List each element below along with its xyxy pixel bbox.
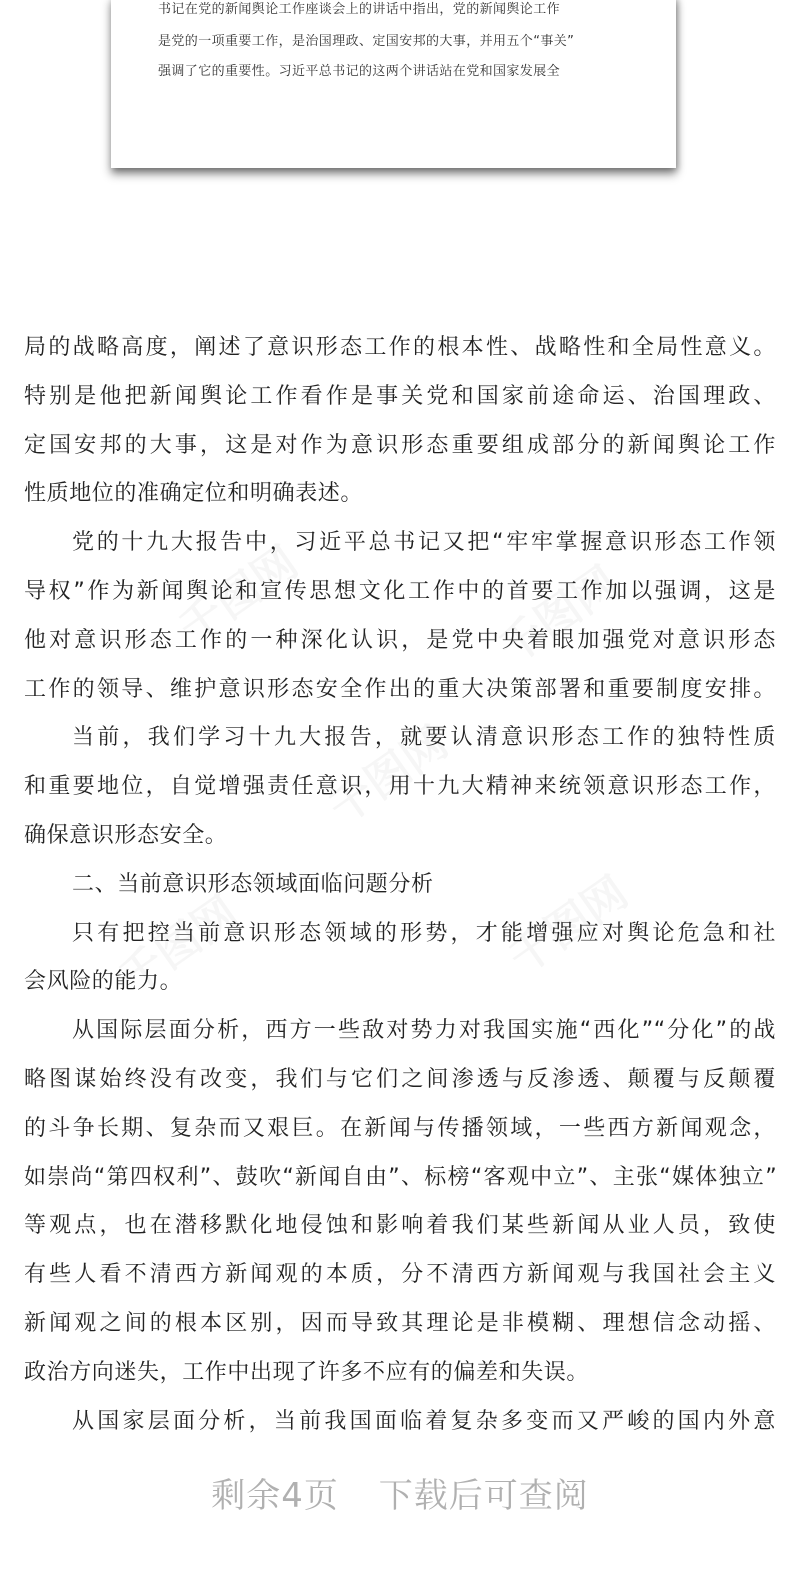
text-line: 会风险的能力。 [24,969,183,995]
preview-line: 强调了它的重要性。习近平总书记的这两个讲话站在党和国家发展全 [158,64,561,79]
text-line: 略图谋始终没有改变，我们与它们之间渗透与反渗透、颠覆与反颠覆 [24,1066,776,1092]
text-line: 局的战略高度，阐述了意识形态工作的根本性、战略性和全局性意义。 [24,335,776,360]
preview-line: 书记在党的新闻舆论工作座谈会上的讲话中指出，党的新闻舆论工作 [158,2,561,17]
document-body [24,324,776,1446]
download-prompt[interactable] [0,1468,800,1517]
text-line: 政治方向迷失，工作中出现了许多不应有的偏差和失误。 [24,1359,590,1385]
text-line: 他对意识形态工作的一种深化认识，是党中央着眼加强党对意识形态 [24,627,776,653]
text-line: 如崇尚“第四权利”、鼓吹“新闻自由”、标榜“客观中立”、主张“媒体独立” [24,1164,776,1190]
preview-page-card [111,0,676,168]
text-line: 性质地位的准确定位和明确表述。 [24,481,364,507]
text-line: 定国安邦的大事，这是对作为意识形态重要组成部分的新闻舆论工作 [24,432,776,458]
paragraph-start-line: 当前，我们学习十九大报告，就要认清意识形态工作的独特性质 [72,725,776,751]
text-line: 特别是他把新闻舆论工作看作是事关党和国家前途命运、治国理政、 [24,383,776,409]
text-line: 工作的领导、维护意识形态安全作出的重大决策部署和重要制度安排。 [24,676,776,702]
paragraph-start-line: 从国际层面分析，西方一些敌对势力对我国实施“西化”“分化”的战 [72,1018,776,1044]
text-line: 和重要地位，自觉增强责任意识，用十九大精神来统领意识形态工作， [24,774,776,800]
text-line: 导权”作为新闻舆论和宣传思想文化工作中的首要工作加以强调，这是 [24,578,776,604]
download-to-view-label: 下载后可查阅 [378,1476,589,1516]
paragraph-start-line: 从国家层面分析，当前我国面临着复杂多变而又严峻的国内外意 [72,1408,776,1434]
paragraph-start-line: 只有把控当前意识形态领域的形势，才能增强应对舆论危急和社 [72,920,776,946]
text-line: 的斗争长期、复杂而又艰巨。在新闻与传播领域，一些西方新闻观念， [24,1115,776,1141]
paragraph-start-line: 党的十九大报告中，习近平总书记又把“牢牢掌握意识形态工作领 [72,530,776,556]
text-line: 有些人看不清西方新闻观的本质，分不清西方新闻观与我国社会主义 [24,1262,776,1288]
preview-line: 是党的一项重要工作，是治国理政、定国安邦的大事，并用五个“事关” [158,34,575,49]
text-line: 确保意识形态安全。 [24,822,228,848]
remaining-pages-label: 剩余4页 [211,1476,339,1516]
section-heading: 二、当前意识形态领域面临问题分析 [72,871,434,897]
text-line: 等观点，也在潜移默化地侵蚀和影响着我们某些新闻从业人员，致使 [24,1213,776,1239]
text-line: 新闻观之间的根本区别，因而导致其理论是非模糊、理想信念动摇、 [24,1310,776,1336]
